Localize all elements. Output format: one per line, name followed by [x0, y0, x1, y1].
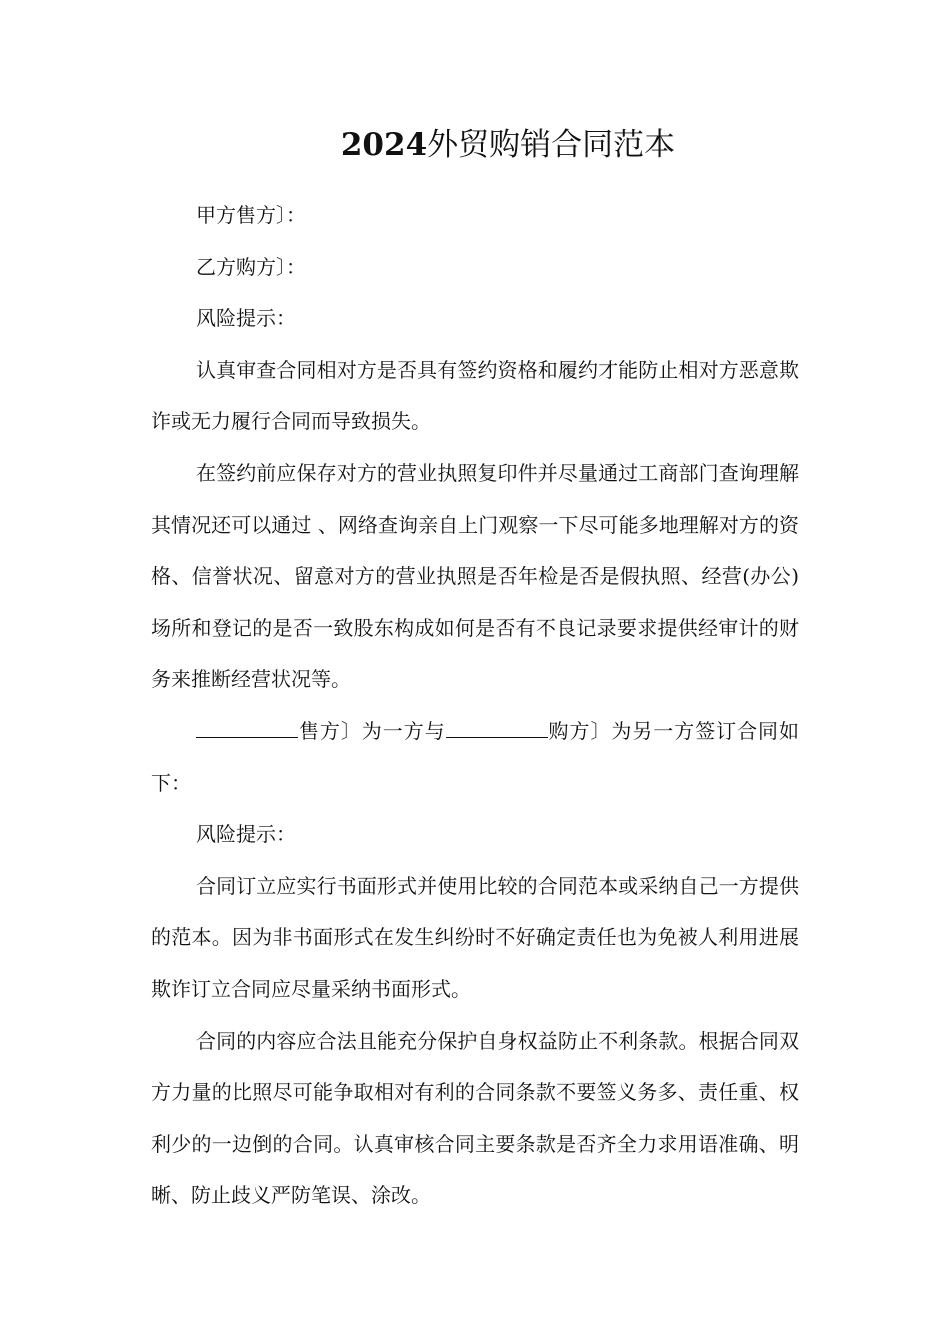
paragraph-verification: 在签约前应保存对方的营业执照复印件并尽量通过工商部门查询理解其情况还可以通过 、网络查询亲自上门观察一下尽可能多地理解对方的资格、信誉状况、留意对方的营业执照是否年检是否是假执照、经营(办公)场所和登记的是否一致股东构成如何是否有不良记录要求提供经审计的财务来推断经营状况等。 [151, 460, 799, 692]
paragraph-contract-content: 合同的内容应合法且能充分保护自身权益防止不利条款。根据合同双方力量的比照尽可能争取相对有利的合同条款不要签义务多、责任重、权利少的一边倒的合同。认真审核合同主要条款是否齐全力求用语准确、明晰、防止歧义严防笔误、涂改。 [151, 1028, 799, 1208]
agreement-text-part-2: 购方〕为另一方签订合同如下： [151, 718, 800, 795]
party-a-line: 甲方售方〕： [196, 203, 306, 227]
buyer-blank-field [446, 719, 548, 738]
agreement-paragraph [151, 706, 799, 809]
title-year: 2024 [340, 127, 428, 163]
title-text: 外贸购销合同范本 [427, 127, 676, 163]
document-body [151, 190, 799, 1222]
seller-blank-field [196, 719, 298, 738]
agreement-text-part-1: 售方〕为一方与 [298, 718, 446, 743]
risk-tip-heading-2: 风险提示： [196, 822, 296, 847]
risk-tip-heading: 风险提示： [196, 306, 296, 331]
paragraph-written-form: 合同订立应实行书面形式并使用比较的合同范本或采纳自己一方提供的范本。因为非书面形式在发生纠纷时不好确定责任也为免被人利用进展欺诈订立合同应尽量采纳书面形式。 [151, 873, 799, 1001]
paragraph-qualification: 认真审查合同相对方是否具有签约资格和履约才能防止相对方恶意欺诈或无力履行合同而导致损失。 [151, 357, 799, 434]
party-b-line: 乙方购方〕： [196, 254, 306, 279]
document-title [0, 120, 950, 170]
